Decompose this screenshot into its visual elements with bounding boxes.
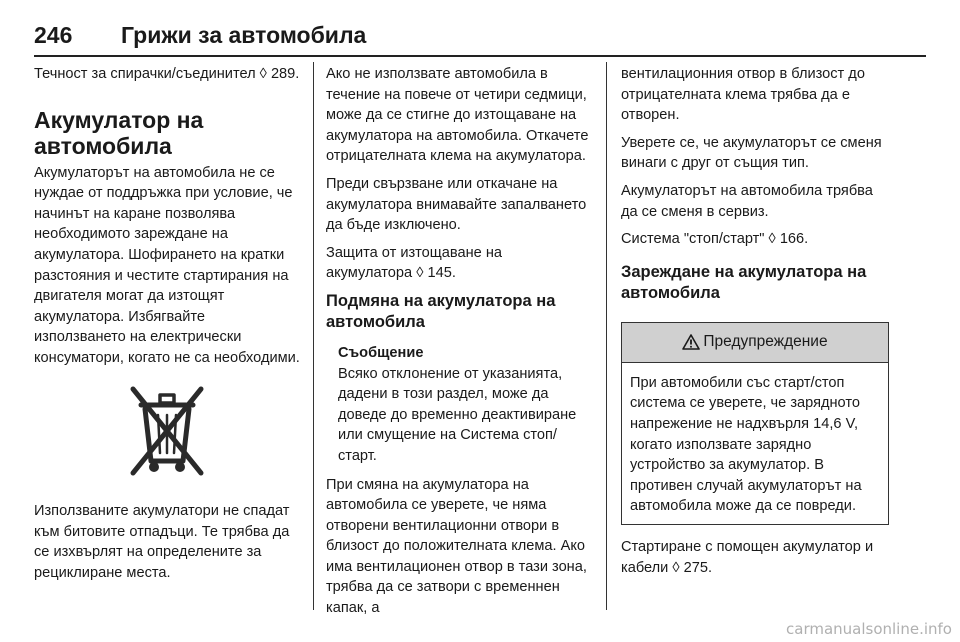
watermark: carmanualsonline.info (786, 620, 952, 638)
header-rule (34, 55, 926, 57)
note-body: Всяко отклонение от указанията, дадени в този раздел, може да доведе до временно деактивиране или смущение на Система стоп/старт. (338, 365, 577, 464)
jump-start-reference: Стартиране с помощен акумулатор и кабели ◊ 275. (621, 538, 874, 576)
same-type-paragraph: Уверете се, че акумулаторът се сменя винаги с друг от същия тип. (621, 134, 882, 172)
warning-box (621, 322, 889, 525)
column-divider-right (606, 62, 607, 610)
long-storage-paragraph: Ако не използвате автомобила в течение на повече от четири седмици, може да се стигне до изтощаване на акумулатора на автомобила. Откачете отрицателната клема на акумулатора. (326, 66, 589, 165)
vent-openings-paragraph: При смяна на акумулатора на автомобила се уверете, че няма отворени вентилационни отвори в близост до положителната клема. Ако има вентилационен отвор в тази зона, трябва да се затвори с временнен капак, а (326, 476, 587, 617)
vent-continuation-paragraph: вентилационния отвор в близост до отрицателната клема трябва да е отворен. (621, 66, 865, 124)
recycling-symbol (34, 383, 300, 488)
warning-triangle-icon (682, 334, 700, 350)
page-header (34, 22, 926, 56)
section-heading-battery-charging: Зареждане на акумулатора на автомобила (621, 262, 867, 302)
warning-header (622, 323, 888, 363)
page-number: 246 (34, 22, 73, 48)
brake-fluid-reference: Течност за спирачки/съединител ◊ 289. (34, 66, 300, 82)
column-1 (34, 64, 300, 591)
ignition-off-paragraph: Преди свързване или откачане на акумулатора внимавайте запалването да бъде изключено. (326, 175, 587, 234)
warning-body (622, 363, 888, 524)
column-3 (621, 64, 889, 585)
crossed-out-wheelie-bin-icon (127, 383, 207, 481)
service-replacement-paragraph: Акумулаторът на автомобила трябва да се сменя в сервиз. (621, 182, 873, 220)
note-title: Съобщение (338, 344, 424, 361)
battery-maintenance-paragraph: Акумулаторът на автомобила не се нуждае от поддръжка при условие, че начинът на каране позволява необходимото зареждане на акумулатора. Шофирането на кратки разстояния и честите стартирания на двигателя могат да изтощят акумулатора. Избягвайте използването на електрически консуматори, когато не са необходими. (34, 164, 300, 366)
section-heading-battery: Акумулатор на автомобила (34, 106, 204, 159)
column-2 (326, 64, 590, 626)
used-battery-disposal-paragraph: Използваните акумулатори не спадат към битовите отпадъци. Те трябва да се изхвърлят на определените за рециклиране места. (34, 503, 290, 581)
discharge-protection-reference: Защита от изтощаване на акумулатора ◊ 145. (326, 244, 503, 282)
column-divider-left (313, 62, 314, 610)
warning-title: Предупреждение (703, 332, 828, 350)
stop-start-reference: Система "стоп/старт" ◊ 166. (621, 231, 809, 248)
warning-text: При автомобили със старт/стоп система се уверете, че зарядното напрежение не надхвърля 14,6 V, когато използвате зарядно устройство за акумулатор. В противен случай акумулаторът на автомобила може да се повреди. (630, 374, 862, 515)
section-heading-battery-replacement: Подмяна на акумулатора на автомобила (326, 291, 556, 331)
page-heading: Грижи за автомобила (121, 22, 367, 48)
